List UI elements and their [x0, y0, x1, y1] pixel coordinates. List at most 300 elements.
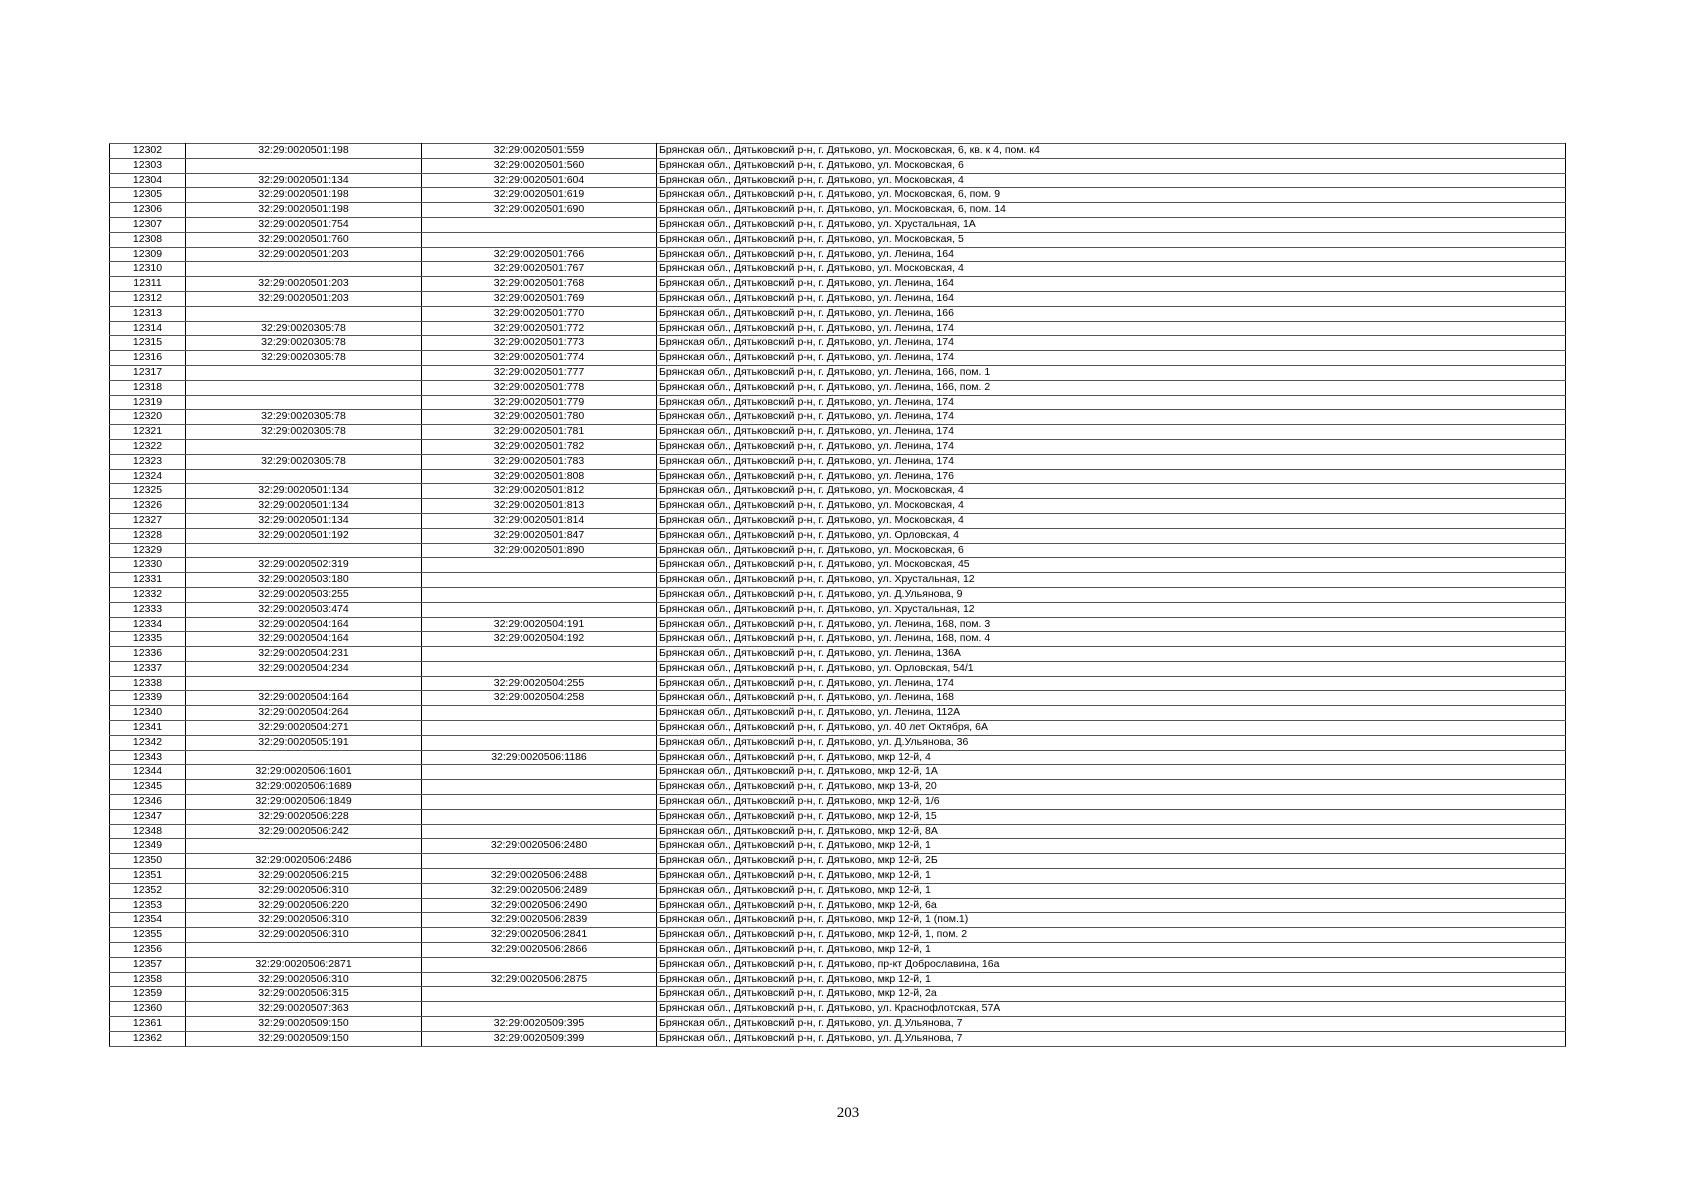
row-number-cell: 12337	[110, 661, 186, 676]
table-row	[110, 780, 1566, 795]
object-cadastral-number-cell: 32:29:0020506:2875	[422, 972, 657, 987]
parcel-cadastral-number-cell: 32:29:0020506:310	[186, 883, 422, 898]
table-row	[110, 972, 1566, 987]
address-cell: Брянская обл., Дятьковский р-н, г. Дятьково, ул. Московская, 4	[657, 513, 1566, 528]
row-number-cell: 12342	[110, 735, 186, 750]
table-row	[110, 395, 1566, 410]
parcel-cadastral-number-cell: 32:29:0020506:242	[186, 824, 422, 839]
table-row	[110, 425, 1566, 440]
table-row	[110, 144, 1566, 159]
parcel-cadastral-number-cell	[186, 380, 422, 395]
table-row	[110, 1002, 1566, 1017]
parcel-cadastral-number-cell	[186, 543, 422, 558]
row-number-cell: 12315	[110, 336, 186, 351]
address-cell: Брянская обл., Дятьковский р-н, г. Дятьково, ул. Д.Ульянова, 36	[657, 735, 1566, 750]
table-row	[110, 617, 1566, 632]
table-row	[110, 469, 1566, 484]
table-row	[110, 587, 1566, 602]
row-number-cell: 12356	[110, 943, 186, 958]
table-row	[110, 291, 1566, 306]
parcel-cadastral-number-cell: 32:29:0020501:203	[186, 247, 422, 262]
object-cadastral-number-cell	[422, 217, 657, 232]
table-row	[110, 158, 1566, 173]
parcel-cadastral-number-cell: 32:29:0020504:164	[186, 632, 422, 647]
address-cell: Брянская обл., Дятьковский р-н, г. Дятьково, ул. Московская, 6	[657, 158, 1566, 173]
parcel-cadastral-number-cell	[186, 839, 422, 854]
address-cell: Брянская обл., Дятьковский р-н, г. Дятьково, ул. Ленина, 136А	[657, 647, 1566, 662]
row-number-cell: 12309	[110, 247, 186, 262]
parcel-cadastral-number-cell	[186, 439, 422, 454]
address-cell: Брянская обл., Дятьковский р-н, г. Дятьково, ул. Хрустальная, 12	[657, 573, 1566, 588]
address-cell: Брянская обл., Дятьковский р-н, г. Дятьково, ул. Ленина, 174	[657, 351, 1566, 366]
row-number-cell: 12305	[110, 188, 186, 203]
row-number-cell: 12314	[110, 321, 186, 336]
row-number-cell: 12333	[110, 602, 186, 617]
row-number-cell: 12341	[110, 721, 186, 736]
object-cadastral-number-cell	[422, 854, 657, 869]
object-cadastral-number-cell: 32:29:0020501:847	[422, 528, 657, 543]
object-cadastral-number-cell: 32:29:0020501:783	[422, 454, 657, 469]
parcel-cadastral-number-cell: 32:29:0020501:760	[186, 232, 422, 247]
row-number-cell: 12322	[110, 439, 186, 454]
object-cadastral-number-cell: 32:29:0020501:604	[422, 173, 657, 188]
address-cell: Брянская обл., Дятьковский р-н, г. Дятьково, ул. Ленина, 166, пом. 2	[657, 380, 1566, 395]
row-number-cell: 12355	[110, 928, 186, 943]
row-number-cell: 12312	[110, 291, 186, 306]
row-number-cell: 12318	[110, 380, 186, 395]
object-cadastral-number-cell	[422, 780, 657, 795]
address-cell: Брянская обл., Дятьковский р-н, г. Дятьково, мкр 12-й, 1, пом. 2	[657, 928, 1566, 943]
table-row	[110, 869, 1566, 884]
parcel-cadastral-number-cell	[186, 158, 422, 173]
parcel-cadastral-number-cell: 32:29:0020509:150	[186, 1031, 422, 1046]
table-row	[110, 602, 1566, 617]
address-cell: Брянская обл., Дятьковский р-н, г. Дятьково, ул. Д.Ульянова, 7	[657, 1017, 1566, 1032]
object-cadastral-number-cell: 32:29:0020506:2841	[422, 928, 657, 943]
table-row	[110, 321, 1566, 336]
parcel-cadastral-number-cell: 32:29:0020506:1689	[186, 780, 422, 795]
address-cell: Брянская обл., Дятьковский р-н, г. Дятьково, ул. Ленина, 112А	[657, 706, 1566, 721]
parcel-cadastral-number-cell: 32:29:0020506:315	[186, 987, 422, 1002]
object-cadastral-number-cell: 32:29:0020501:772	[422, 321, 657, 336]
object-cadastral-number-cell	[422, 587, 657, 602]
parcel-cadastral-number-cell: 32:29:0020507:363	[186, 1002, 422, 1017]
address-cell: Брянская обл., Дятьковский р-н, г. Дятьково, ул. Московская, 6	[657, 543, 1566, 558]
address-cell: Брянская обл., Дятьковский р-н, г. Дятьково, ул. Ленина, 174	[657, 454, 1566, 469]
address-cell: Брянская обл., Дятьковский р-н, г. Дятьково, ул. Ленина, 168, пом. 4	[657, 632, 1566, 647]
parcel-cadastral-number-cell: 32:29:0020305:78	[186, 336, 422, 351]
row-number-cell: 12338	[110, 676, 186, 691]
object-cadastral-number-cell: 32:29:0020501:890	[422, 543, 657, 558]
address-cell: Брянская обл., Дятьковский р-н, г. Дятьково, ул. Ленина, 166	[657, 306, 1566, 321]
object-cadastral-number-cell: 32:29:0020506:2480	[422, 839, 657, 854]
address-cell: Брянская обл., Дятьковский р-н, г. Дятьково, ул. Ленина, 174	[657, 676, 1566, 691]
table-row	[110, 661, 1566, 676]
table-row	[110, 188, 1566, 203]
row-number-cell: 12360	[110, 1002, 186, 1017]
row-number-cell: 12350	[110, 854, 186, 869]
table-row	[110, 528, 1566, 543]
table-row	[110, 943, 1566, 958]
address-cell: Брянская обл., Дятьковский р-н, г. Дятьково, ул. Д.Ульянова, 9	[657, 587, 1566, 602]
table-row	[110, 676, 1566, 691]
address-cell: Брянская обл., Дятьковский р-н, г. Дятьково, мкр 12-й, 1	[657, 839, 1566, 854]
table-row	[110, 1031, 1566, 1046]
parcel-cadastral-number-cell: 32:29:0020503:180	[186, 573, 422, 588]
object-cadastral-number-cell	[422, 957, 657, 972]
address-cell: Брянская обл., Дятьковский р-н, г. Дятьково, ул. Ленина, 164	[657, 291, 1566, 306]
object-cadastral-number-cell: 32:29:0020506:2866	[422, 943, 657, 958]
row-number-cell: 12347	[110, 809, 186, 824]
object-cadastral-number-cell: 32:29:0020501:767	[422, 262, 657, 277]
table-row	[110, 454, 1566, 469]
table-row	[110, 795, 1566, 810]
parcel-cadastral-number-cell: 32:29:0020503:255	[186, 587, 422, 602]
table-row	[110, 957, 1566, 972]
table-row	[110, 721, 1566, 736]
parcel-cadastral-number-cell: 32:29:0020506:1849	[186, 795, 422, 810]
table-row	[110, 203, 1566, 218]
table-row	[110, 365, 1566, 380]
object-cadastral-number-cell: 32:29:0020506:1186	[422, 750, 657, 765]
address-cell: Брянская обл., Дятьковский р-н, г. Дятьково, мкр 12-й, 1 (пом.1)	[657, 913, 1566, 928]
parcel-cadastral-number-cell: 32:29:0020501:134	[186, 499, 422, 514]
table-row	[110, 558, 1566, 573]
address-cell: Брянская обл., Дятьковский р-н, г. Дятьково, мкр 12-й, 6а	[657, 898, 1566, 913]
object-cadastral-number-cell: 32:29:0020501:782	[422, 439, 657, 454]
table-row	[110, 484, 1566, 499]
parcel-cadastral-number-cell: 32:29:0020504:234	[186, 661, 422, 676]
parcel-cadastral-number-cell: 32:29:0020505:191	[186, 735, 422, 750]
object-cadastral-number-cell	[422, 232, 657, 247]
row-number-cell: 12324	[110, 469, 186, 484]
table-row	[110, 217, 1566, 232]
table-row	[110, 380, 1566, 395]
object-cadastral-number-cell: 32:29:0020501:619	[422, 188, 657, 203]
address-cell: Брянская обл., Дятьковский р-н, г. Дятьково, ул. Ленина, 166, пом. 1	[657, 365, 1566, 380]
row-number-cell: 12334	[110, 617, 186, 632]
object-cadastral-number-cell: 32:29:0020501:690	[422, 203, 657, 218]
address-cell: Брянская обл., Дятьковский р-н, г. Дятьково, ул. Ленина, 174	[657, 410, 1566, 425]
table-row	[110, 706, 1566, 721]
address-cell: Брянская обл., Дятьковский р-н, г. Дятьково, ул. Московская, 4	[657, 173, 1566, 188]
table-row	[110, 262, 1566, 277]
row-number-cell: 12303	[110, 158, 186, 173]
table-row	[110, 809, 1566, 824]
object-cadastral-number-cell: 32:29:0020506:2489	[422, 883, 657, 898]
row-number-cell: 12346	[110, 795, 186, 810]
row-number-cell: 12329	[110, 543, 186, 558]
row-number-cell: 12327	[110, 513, 186, 528]
address-cell: Брянская обл., Дятьковский р-н, г. Дятьково, ул. Орловская, 4	[657, 528, 1566, 543]
address-cell: Брянская обл., Дятьковский р-н, г. Дятьково, мкр 12-й, 1А	[657, 765, 1566, 780]
table-row	[110, 513, 1566, 528]
parcel-cadastral-number-cell: 32:29:0020506:2871	[186, 957, 422, 972]
object-cadastral-number-cell: 32:29:0020501:781	[422, 425, 657, 440]
address-cell: Брянская обл., Дятьковский р-н, г. Дятьково, ул. Хрустальная, 1А	[657, 217, 1566, 232]
object-cadastral-number-cell: 32:29:0020501:766	[422, 247, 657, 262]
row-number-cell: 12335	[110, 632, 186, 647]
object-cadastral-number-cell: 32:29:0020506:2490	[422, 898, 657, 913]
table-row	[110, 647, 1566, 662]
address-cell: Брянская обл., Дятьковский р-н, г. Дятьково, ул. Московская, 4	[657, 499, 1566, 514]
parcel-cadastral-number-cell: 32:29:0020503:474	[186, 602, 422, 617]
object-cadastral-number-cell: 32:29:0020509:399	[422, 1031, 657, 1046]
address-cell: Брянская обл., Дятьковский р-н, г. Дятьково, ул. Московская, 6, пом. 14	[657, 203, 1566, 218]
table-row	[110, 573, 1566, 588]
parcel-cadastral-number-cell	[186, 395, 422, 410]
table-row	[110, 632, 1566, 647]
parcel-cadastral-number-cell: 32:29:0020501:198	[186, 188, 422, 203]
parcel-cadastral-number-cell: 32:29:0020501:192	[186, 528, 422, 543]
parcel-cadastral-number-cell: 32:29:0020504:264	[186, 706, 422, 721]
row-number-cell: 12310	[110, 262, 186, 277]
object-cadastral-number-cell	[422, 558, 657, 573]
row-number-cell: 12349	[110, 839, 186, 854]
row-number-cell: 12320	[110, 410, 186, 425]
row-number-cell: 12361	[110, 1017, 186, 1032]
parcel-cadastral-number-cell: 32:29:0020501:203	[186, 291, 422, 306]
object-cadastral-number-cell: 32:29:0020504:192	[422, 632, 657, 647]
object-cadastral-number-cell	[422, 647, 657, 662]
parcel-cadastral-number-cell: 32:29:0020506:2486	[186, 854, 422, 869]
table-row	[110, 750, 1566, 765]
parcel-cadastral-number-cell: 32:29:0020506:228	[186, 809, 422, 824]
object-cadastral-number-cell	[422, 706, 657, 721]
row-number-cell: 12321	[110, 425, 186, 440]
object-cadastral-number-cell: 32:29:0020501:808	[422, 469, 657, 484]
row-number-cell: 12345	[110, 780, 186, 795]
table-row	[110, 883, 1566, 898]
address-cell: Брянская обл., Дятьковский р-н, г. Дятьково, мкр 12-й, 1	[657, 869, 1566, 884]
object-cadastral-number-cell	[422, 573, 657, 588]
row-number-cell: 12323	[110, 454, 186, 469]
row-number-cell: 12316	[110, 351, 186, 366]
address-cell: Брянская обл., Дятьковский р-н, г. Дятьково, ул. Ленина, 174	[657, 425, 1566, 440]
address-cell: Брянская обл., Дятьковский р-н, г. Дятьково, ул. Ленина, 168, пом. 3	[657, 617, 1566, 632]
parcel-cadastral-number-cell: 32:29:0020506:220	[186, 898, 422, 913]
table-row	[110, 277, 1566, 292]
address-cell: Брянская обл., Дятьковский р-н, г. Дятьково, ул. Ленина, 176	[657, 469, 1566, 484]
table-row	[110, 410, 1566, 425]
object-cadastral-number-cell: 32:29:0020501:560	[422, 158, 657, 173]
row-number-cell: 12357	[110, 957, 186, 972]
object-cadastral-number-cell	[422, 1002, 657, 1017]
row-number-cell: 12317	[110, 365, 186, 380]
address-cell: Брянская обл., Дятьковский р-н, г. Дятьково, ул. Московская, 5	[657, 232, 1566, 247]
page-number: 203	[836, 1105, 860, 1121]
object-cadastral-number-cell: 32:29:0020501:812	[422, 484, 657, 499]
object-cadastral-number-cell	[422, 795, 657, 810]
object-cadastral-number-cell	[422, 721, 657, 736]
parcel-cadastral-number-cell: 32:29:0020506:215	[186, 869, 422, 884]
table-row	[110, 543, 1566, 558]
object-cadastral-number-cell: 32:29:0020501:814	[422, 513, 657, 528]
table-row	[110, 232, 1566, 247]
table-row	[110, 928, 1566, 943]
object-cadastral-number-cell: 32:29:0020501:769	[422, 291, 657, 306]
address-cell: Брянская обл., Дятьковский р-н, г. Дятьково, мкр 12-й, 1	[657, 883, 1566, 898]
object-cadastral-number-cell: 32:29:0020501:768	[422, 277, 657, 292]
table-row	[110, 351, 1566, 366]
parcel-cadastral-number-cell: 32:29:0020504:271	[186, 721, 422, 736]
row-number-cell: 12339	[110, 691, 186, 706]
table-row	[110, 336, 1566, 351]
row-number-cell: 12358	[110, 972, 186, 987]
parcel-cadastral-number-cell: 32:29:0020305:78	[186, 425, 422, 440]
parcel-cadastral-number-cell	[186, 676, 422, 691]
row-number-cell: 12325	[110, 484, 186, 499]
address-cell: Брянская обл., Дятьковский р-н, г. Дятьково, мкр 12-й, 8А	[657, 824, 1566, 839]
row-number-cell: 12307	[110, 217, 186, 232]
parcel-cadastral-number-cell	[186, 943, 422, 958]
parcel-cadastral-number-cell: 32:29:0020501:198	[186, 203, 422, 218]
row-number-cell: 12354	[110, 913, 186, 928]
address-cell: Брянская обл., Дятьковский р-н, г. Дятьково, ул. Ленина, 174	[657, 395, 1566, 410]
parcel-cadastral-number-cell: 32:29:0020506:310	[186, 972, 422, 987]
object-cadastral-number-cell: 32:29:0020506:2488	[422, 869, 657, 884]
object-cadastral-number-cell: 32:29:0020501:777	[422, 365, 657, 380]
object-cadastral-number-cell: 32:29:0020501:813	[422, 499, 657, 514]
row-number-cell: 12348	[110, 824, 186, 839]
address-cell: Брянская обл., Дятьковский р-н, г. Дятьково, мкр 12-й, 1	[657, 943, 1566, 958]
parcel-cadastral-number-cell: 32:29:0020502:319	[186, 558, 422, 573]
object-cadastral-number-cell	[422, 809, 657, 824]
parcel-cadastral-number-cell: 32:29:0020501:134	[186, 513, 422, 528]
object-cadastral-number-cell	[422, 602, 657, 617]
table-row	[110, 898, 1566, 913]
row-number-cell: 12359	[110, 987, 186, 1002]
table-row	[110, 735, 1566, 750]
address-cell: Брянская обл., Дятьковский р-н, г. Дятьково, ул. Ленина, 174	[657, 439, 1566, 454]
address-cell: Брянская обл., Дятьковский р-н, г. Дятьково, ул. Орловская, 54/1	[657, 661, 1566, 676]
table-row	[110, 824, 1566, 839]
parcel-cadastral-number-cell: 32:29:0020501:203	[186, 277, 422, 292]
object-cadastral-number-cell: 32:29:0020506:2839	[422, 913, 657, 928]
row-number-cell: 12311	[110, 277, 186, 292]
address-cell: Брянская обл., Дятьковский р-н, г. Дятьково, ул. Ленина, 168	[657, 691, 1566, 706]
row-number-cell: 12336	[110, 647, 186, 662]
row-number-cell: 12328	[110, 528, 186, 543]
object-cadastral-number-cell: 32:29:0020509:395	[422, 1017, 657, 1032]
address-cell: Брянская обл., Дятьковский р-н, г. Дятьково, ул. Ленина, 164	[657, 277, 1566, 292]
address-cell: Брянская обл., Дятьковский р-н, г. Дятьково, ул. Ленина, 164	[657, 247, 1566, 262]
parcel-cadastral-number-cell: 32:29:0020504:231	[186, 647, 422, 662]
parcel-cadastral-number-cell: 32:29:0020506:310	[186, 913, 422, 928]
parcel-cadastral-number-cell	[186, 262, 422, 277]
row-number-cell: 12352	[110, 883, 186, 898]
row-number-cell: 12353	[110, 898, 186, 913]
object-cadastral-number-cell: 32:29:0020501:780	[422, 410, 657, 425]
address-cell: Брянская обл., Дятьковский р-н, г. Дятьково, мкр 12-й, 15	[657, 809, 1566, 824]
object-cadastral-number-cell	[422, 987, 657, 1002]
address-cell: Брянская обл., Дятьковский р-н, г. Дятьково, ул. Ленина, 174	[657, 336, 1566, 351]
address-cell: Брянская обл., Дятьковский р-н, г. Дятьково, ул. Ленина, 174	[657, 321, 1566, 336]
object-cadastral-number-cell	[422, 765, 657, 780]
object-cadastral-number-cell	[422, 824, 657, 839]
row-number-cell: 12340	[110, 706, 186, 721]
address-cell: Брянская обл., Дятьковский р-н, г. Дятьково, мкр 13-й, 20	[657, 780, 1566, 795]
address-cell: Брянская обл., Дятьковский р-н, г. Дятьково, мкр 12-й, 1	[657, 972, 1566, 987]
parcel-cadastral-number-cell	[186, 469, 422, 484]
address-cell: Брянская обл., Дятьковский р-н, г. Дятьково, мкр 12-й, 4	[657, 750, 1566, 765]
table-row	[110, 987, 1566, 1002]
object-cadastral-number-cell: 32:29:0020501:778	[422, 380, 657, 395]
row-number-cell: 12319	[110, 395, 186, 410]
address-cell: Брянская обл., Дятьковский р-н, г. Дятьково, ул. Московская, 4	[657, 484, 1566, 499]
row-number-cell: 12343	[110, 750, 186, 765]
row-number-cell: 12332	[110, 587, 186, 602]
address-cell: Брянская обл., Дятьковский р-н, г. Дятьково, ул. Московская, 6, кв. к 4, пом. к4	[657, 144, 1566, 159]
table-row	[110, 499, 1566, 514]
row-number-cell: 12351	[110, 869, 186, 884]
object-cadastral-number-cell: 32:29:0020501:770	[422, 306, 657, 321]
parcel-cadastral-number-cell: 32:29:0020504:164	[186, 617, 422, 632]
object-cadastral-number-cell: 32:29:0020501:779	[422, 395, 657, 410]
parcel-cadastral-number-cell: 32:29:0020506:1601	[186, 765, 422, 780]
address-cell: Брянская обл., Дятьковский р-н, г. Дятьково, ул. Московская, 45	[657, 558, 1566, 573]
address-cell: Брянская обл., Дятьковский р-н, г. Дятьково, ул. Краснофлотская, 57А	[657, 1002, 1566, 1017]
object-cadastral-number-cell: 32:29:0020501:773	[422, 336, 657, 351]
parcel-cadastral-number-cell	[186, 306, 422, 321]
object-cadastral-number-cell: 32:29:0020504:255	[422, 676, 657, 691]
cadastral-table-body	[110, 144, 1566, 1047]
parcel-cadastral-number-cell: 32:29:0020506:310	[186, 928, 422, 943]
table-row	[110, 691, 1566, 706]
row-number-cell: 12344	[110, 765, 186, 780]
row-number-cell: 12331	[110, 573, 186, 588]
address-cell: Брянская обл., Дятьковский р-н, г. Дятьково, ул. 40 лет Октября, 6А	[657, 721, 1566, 736]
parcel-cadastral-number-cell: 32:29:0020504:164	[186, 691, 422, 706]
parcel-cadastral-number-cell: 32:29:0020305:78	[186, 410, 422, 425]
parcel-cadastral-number-cell: 32:29:0020501:198	[186, 144, 422, 159]
table-row	[110, 854, 1566, 869]
address-cell: Брянская обл., Дятьковский р-н, г. Дятьково, пр-кт Доброславина, 16а	[657, 957, 1566, 972]
object-cadastral-number-cell	[422, 661, 657, 676]
row-number-cell: 12302	[110, 144, 186, 159]
parcel-cadastral-number-cell: 32:29:0020501:134	[186, 484, 422, 499]
table-row	[110, 247, 1566, 262]
object-cadastral-number-cell: 32:29:0020504:191	[422, 617, 657, 632]
table-row	[110, 173, 1566, 188]
table-row	[110, 839, 1566, 854]
table-row	[110, 913, 1566, 928]
cadastral-table	[109, 143, 1566, 1047]
object-cadastral-number-cell: 32:29:0020504:258	[422, 691, 657, 706]
table-row	[110, 439, 1566, 454]
row-number-cell: 12313	[110, 306, 186, 321]
row-number-cell: 12308	[110, 232, 186, 247]
parcel-cadastral-number-cell	[186, 365, 422, 380]
parcel-cadastral-number-cell: 32:29:0020305:78	[186, 321, 422, 336]
parcel-cadastral-number-cell: 32:29:0020501:754	[186, 217, 422, 232]
parcel-cadastral-number-cell	[186, 750, 422, 765]
table-row	[110, 1017, 1566, 1032]
row-number-cell: 12330	[110, 558, 186, 573]
row-number-cell: 12362	[110, 1031, 186, 1046]
address-cell: Брянская обл., Дятьковский р-н, г. Дятьково, ул. Московская, 4	[657, 262, 1566, 277]
parcel-cadastral-number-cell: 32:29:0020305:78	[186, 454, 422, 469]
parcel-cadastral-number-cell: 32:29:0020305:78	[186, 351, 422, 366]
object-cadastral-number-cell: 32:29:0020501:774	[422, 351, 657, 366]
row-number-cell: 12304	[110, 173, 186, 188]
row-number-cell: 12326	[110, 499, 186, 514]
parcel-cadastral-number-cell: 32:29:0020501:134	[186, 173, 422, 188]
address-cell: Брянская обл., Дятьковский р-н, г. Дятьково, мкр 12-й, 2Б	[657, 854, 1566, 869]
address-cell: Брянская обл., Дятьковский р-н, г. Дятьково, ул. Московская, 6, пом. 9	[657, 188, 1566, 203]
object-cadastral-number-cell: 32:29:0020501:559	[422, 144, 657, 159]
address-cell: Брянская обл., Дятьковский р-н, г. Дятьково, ул. Хрустальная, 12	[657, 602, 1566, 617]
